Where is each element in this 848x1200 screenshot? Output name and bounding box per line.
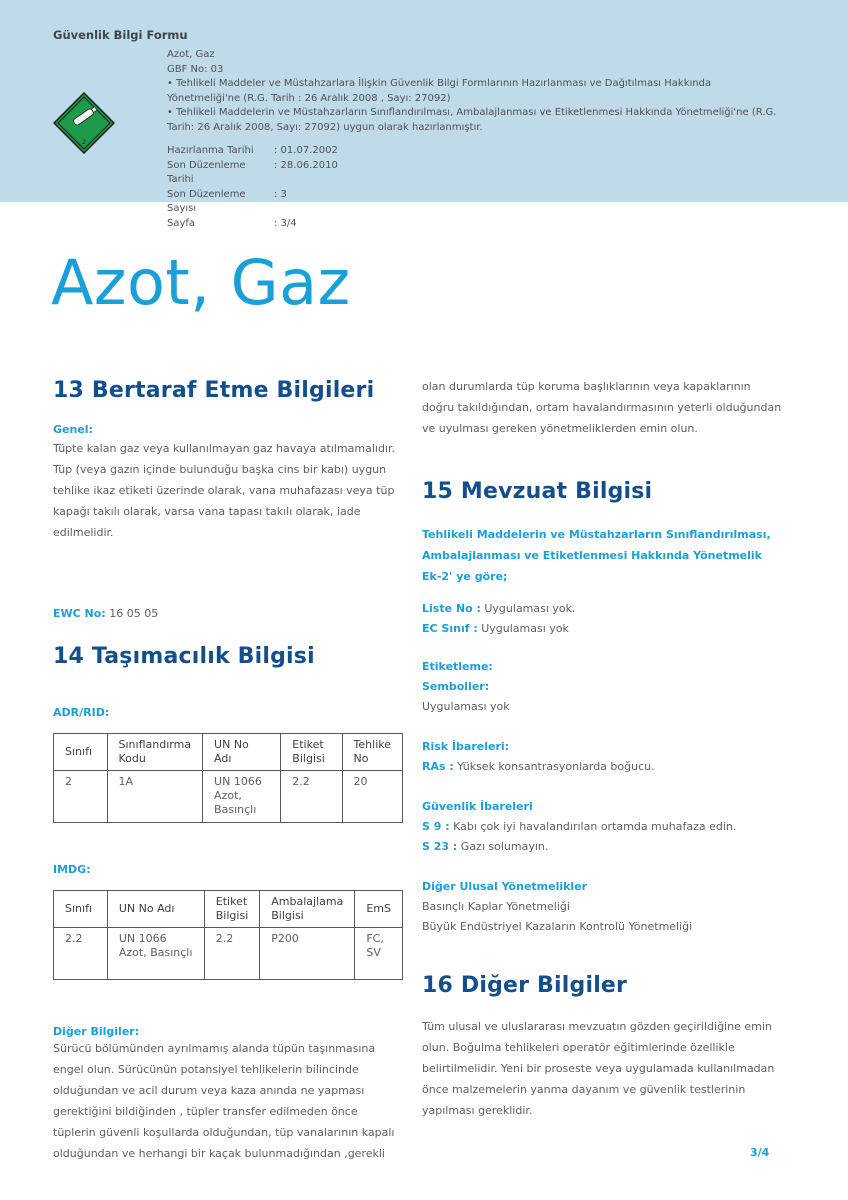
left-column bbox=[53, 378, 403, 1164]
ras-row: RAs : Yüksek konsantrasyonlarda boğucu. bbox=[422, 760, 655, 773]
page-number: 3/4 bbox=[750, 1146, 770, 1159]
page-title: Azot, Gaz bbox=[51, 246, 351, 319]
liste-row: Liste No : Uygulaması yok. bbox=[422, 602, 576, 615]
etiketleme-label: Etiketleme: bbox=[422, 660, 493, 673]
ewc-row bbox=[53, 603, 403, 624]
imdg-table bbox=[53, 890, 403, 980]
right-column bbox=[422, 376, 782, 1121]
header-meta bbox=[167, 48, 787, 231]
section-16-heading: 16 Diğer Bilgiler bbox=[422, 973, 628, 998]
section-15-heading: 15 Mevzuat Bilgisi bbox=[422, 479, 653, 504]
section-14-heading: 14 Taşımacılık Bilgisi bbox=[53, 644, 315, 669]
diger-ulusal-label: Diğer Ulusal Yönetmelikler bbox=[422, 880, 588, 893]
product-name: Azot, Gaz bbox=[167, 49, 215, 60]
header-band bbox=[0, 0, 848, 229]
semboller-value: Uygulaması yok bbox=[422, 700, 510, 713]
section-13-heading: 13 Bertaraf Etme Bilgileri bbox=[53, 378, 375, 403]
ewc-value: 16 05 05 bbox=[109, 607, 159, 620]
info-row: Hazırlanma Tarihi : 01.07.2002 bbox=[167, 145, 338, 156]
regulation-title: Tehlikeli Maddelerin ve Müstahzarların Sınıflandırılması, Ambalajlanması ve Etiketlenmesi Hakkında Yönetmelik Ek-2' ye göre; bbox=[422, 528, 771, 583]
genel-label: Genel: bbox=[53, 423, 93, 436]
regulation-note-2: • Tehlikeli Maddelerin ve Müstahzarların Sınıflandırılması, Ambalajlanması ve Etiketlenmesi Hakkında Yönetmeliği'ne (R.G. Tarih: 26 Aralık 2008, Sayı: 27092) uygun olarak hazırlanmıştır. bbox=[167, 107, 777, 133]
adr-label: ADR/RID: bbox=[53, 706, 110, 719]
s9-row: S 9 : Kabı çok iyi havalandırılan ortamda muhafaza edin. bbox=[422, 820, 737, 833]
ec-row: EC Sınıf : Uygulaması yok bbox=[422, 622, 569, 635]
ewc-label: EWC No: bbox=[53, 607, 106, 620]
diger-bilgiler-continued: olan durumlarda tüp koruma başlıklarının veya kapaklarının doğru takıldığından, ortam havalandırmasının yeterli olduğundan ve uyulması gereken yönetmeliklerden emin olun. bbox=[422, 380, 782, 435]
info-row: Son Düzenleme Sayısı : 3 bbox=[167, 188, 287, 214]
gbf-number: GBF No: 03 bbox=[167, 63, 224, 75]
ulusal-item: Büyük Endüstriyel Kazaların Kontrolü Yönetmeliği bbox=[422, 920, 693, 933]
ulusal-item: Basınçlı Kaplar Yönetmeliği bbox=[422, 900, 570, 913]
table-row: 2.2 UN 1066 Azot, Basınçlı 2.2 P200 FC, SV bbox=[54, 928, 403, 980]
semboller-label: Semboller: bbox=[422, 680, 490, 693]
hazard-class-number: 2 bbox=[82, 139, 86, 146]
imdg-label: IMDG: bbox=[53, 863, 91, 876]
diger-bilgiler-label: Diğer Bilgiler: bbox=[53, 1025, 140, 1038]
diger-bilgiler-text: Sürücü bölümünden ayrılmamış alanda tüpün taşınmasına engel olun. Sürücünün potansiyel tehlikelerin bilincinde olduğundan ve acil durum veya kaza anında ne yapması gerektiğini bildiğinden , tüpler transfer edilmeden önce tüplerin güvenli koşullarda olduğundan, tüp vanalarının kapalı olduğundan ve herhangi bir kaçak bulunmadığından ,gerekli bbox=[53, 1042, 395, 1160]
s23-row: S 23 : Gazı solumayın. bbox=[422, 840, 549, 853]
genel-text: Tüpte kalan gaz veya kullanılmayan gaz havaya atılmamalıdır. Tüp (veya gazın içinde bulunduğu başka cins bir kabı) uygun tehlike ikaz etiketi üzerinde olarak, vana muhafazası veya tüp kapağı takılı olarak, varsa vana tapası takılı olarak, iade edilmelidir. bbox=[53, 442, 395, 539]
hazard-diamond-icon bbox=[53, 92, 115, 154]
risk-label: Risk İbareleri: bbox=[422, 740, 510, 753]
adr-table bbox=[53, 733, 403, 823]
regulation-note-1: • Tehlikeli Maddeler ve Müstahzarlara İlişkin Güvenlik Bilgi Formlarının Hazırlanması ve Dağıtılması Hakkında Yönetmeliği'ne (R.G. Tarih : 26 Aralık 2008 , Sayı: 27092) bbox=[167, 78, 712, 104]
form-title: Güvenlik Bilgi Formu bbox=[53, 28, 188, 42]
guvenlik-label: Güvenlik İbareleri bbox=[422, 800, 533, 813]
info-row: Sayfa : 3/4 bbox=[167, 217, 297, 229]
diger-bilgiler-16-text: Tüm ulusal ve uluslararası mevzuatın gözden geçirildiğine emin olun. Boğulma tehlikeleri operatör eğitimlerinde özellikle belirtilmelidir. Yeni bir proseste veya uygulamada kullanılmadan önce malzemelerin yanma dayanım ve güvenlik testlerinin yapılması gereklidir. bbox=[422, 1020, 775, 1117]
info-row: Son Düzenleme Tarihi : 28.06.2010 bbox=[167, 159, 338, 185]
table-row: 2 1A UN 1066 Azot, Basınçlı 2.2 20 bbox=[54, 771, 403, 823]
table-header-row: Sınıfı UN No Adı Etiket Bilgisi Ambalajlama Bilgisi EmS bbox=[54, 891, 403, 928]
table-header-row: Sınıfı Sınıflandırma Kodu UN No Adı Etiket Bilgisi Tehlike No bbox=[54, 734, 403, 771]
